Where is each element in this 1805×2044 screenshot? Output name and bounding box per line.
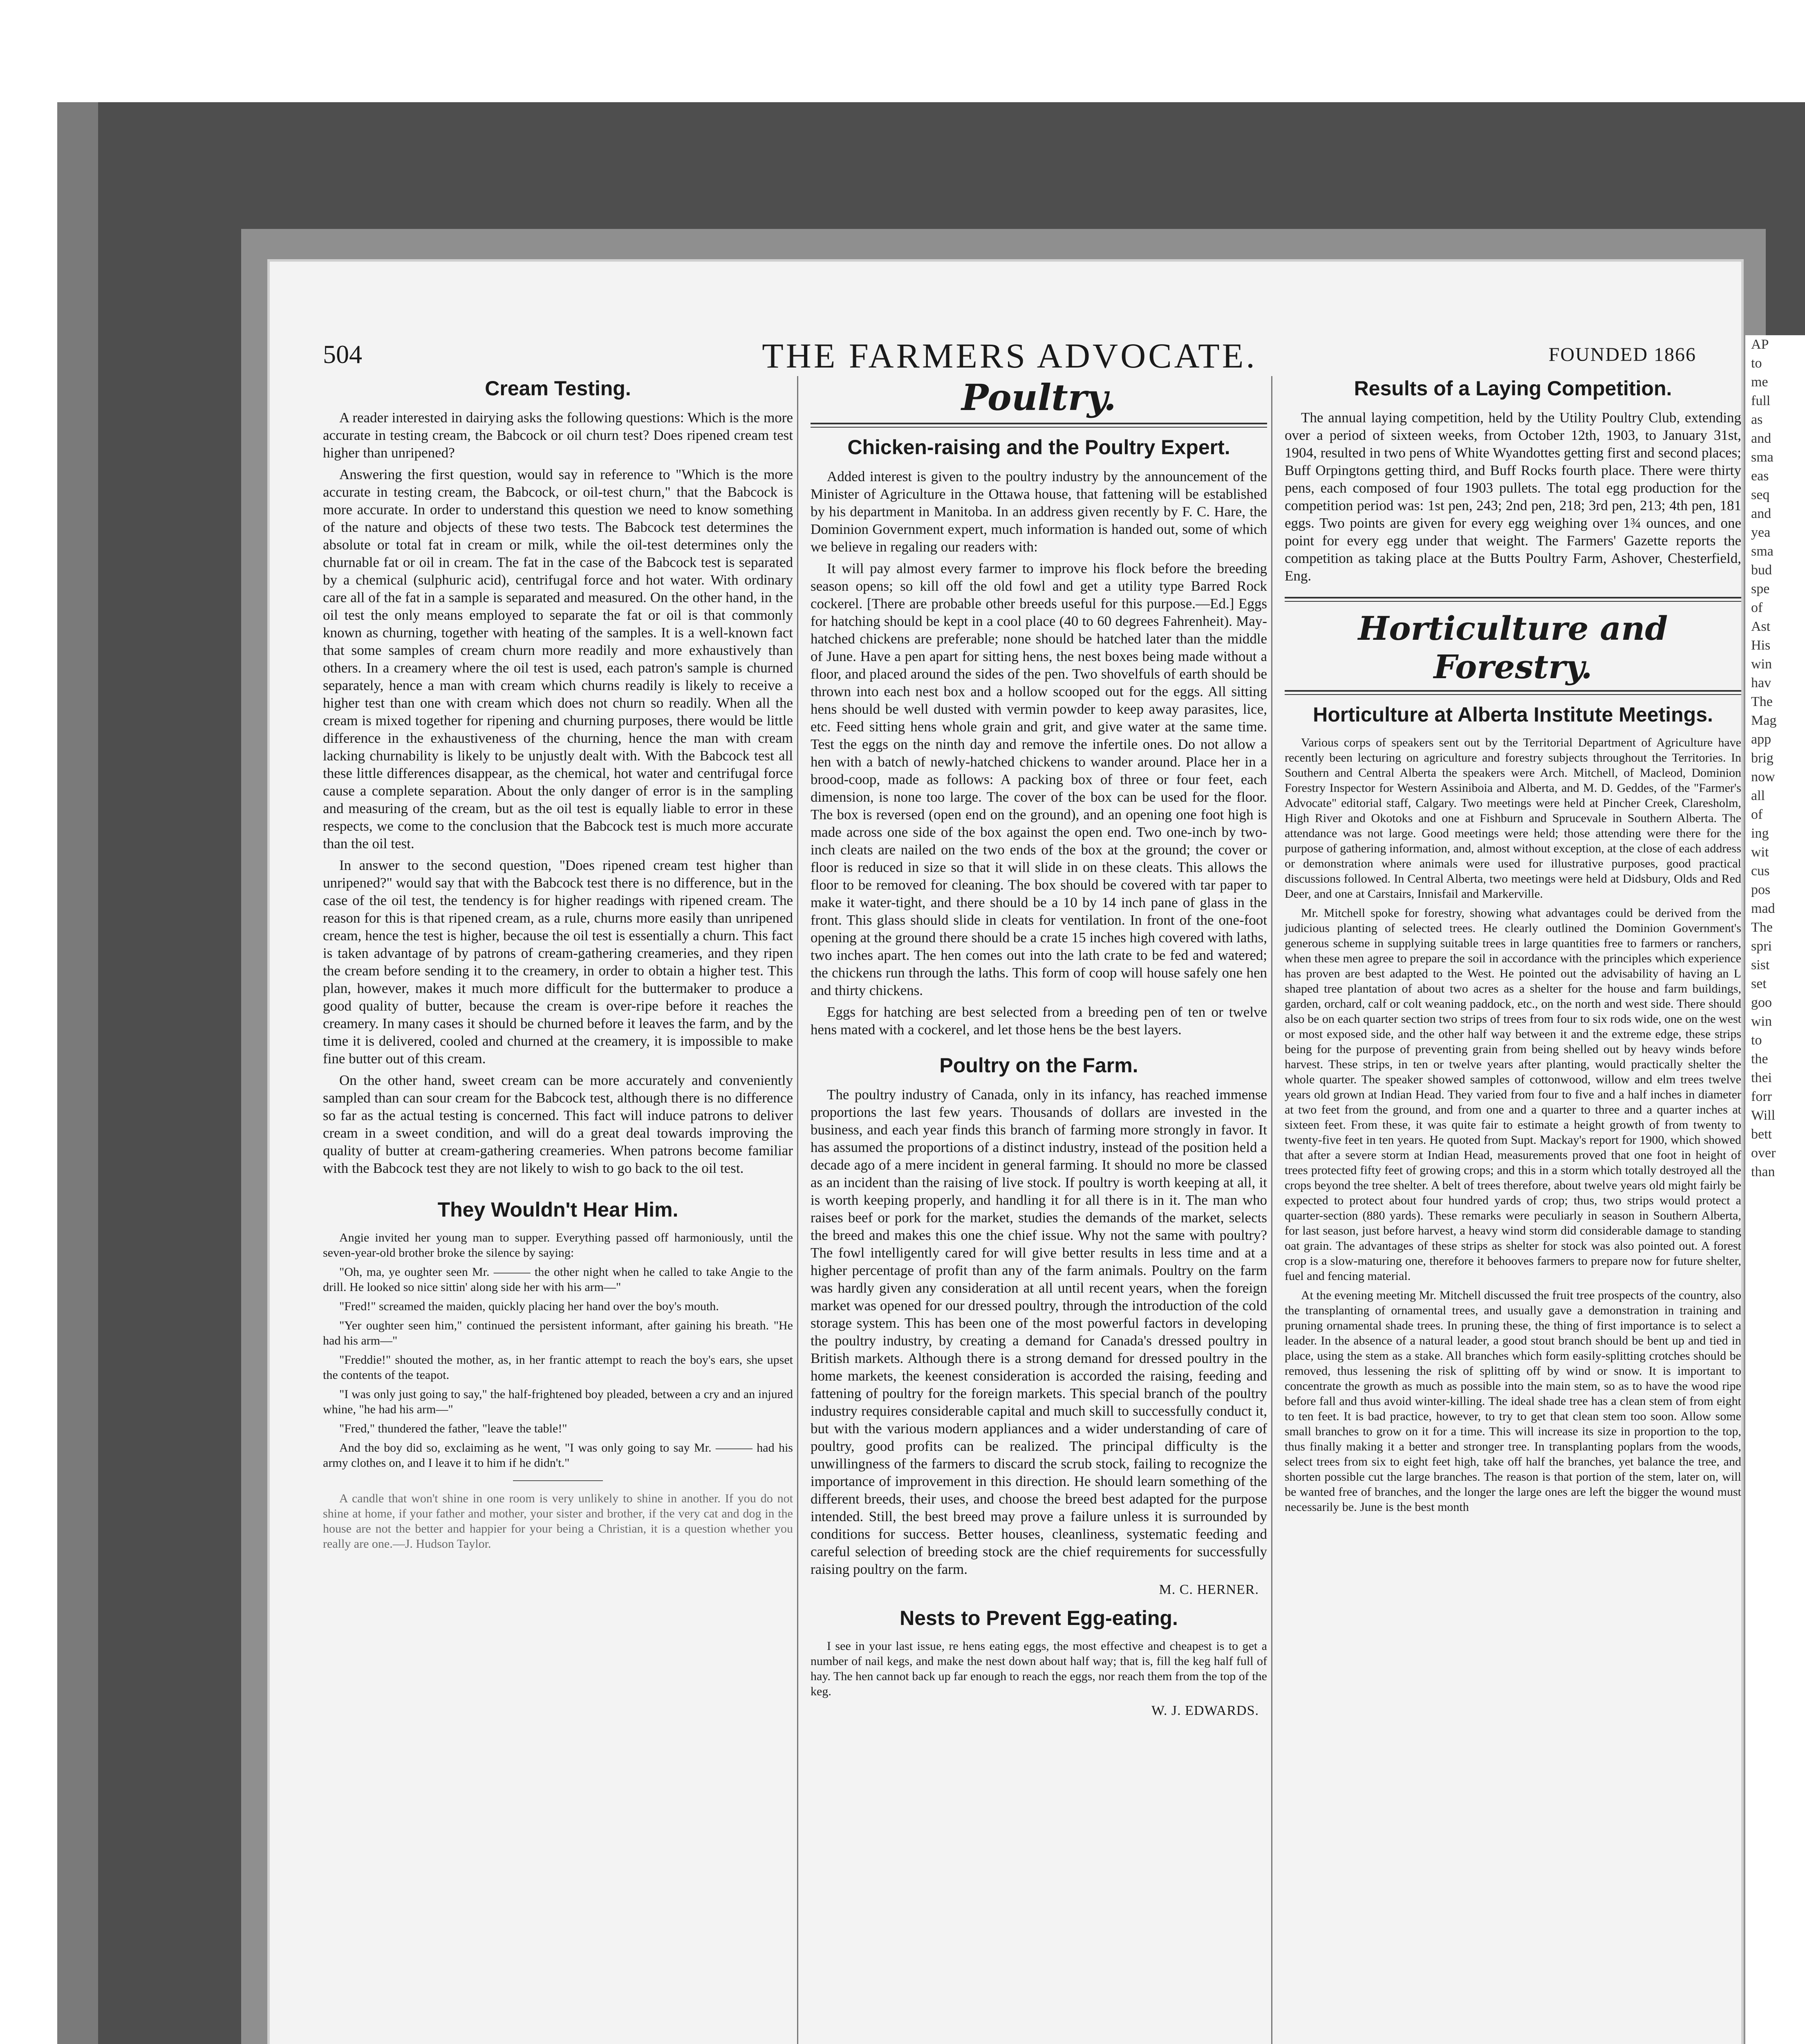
candle-quote: A candle that won't shine in one room is very unlikely to shine in another. If you do not shine at home, if your father and mother, your sister and brother, if the very cat and dog in the house are not the better and happier for your being a Christian, it is a question whether you really are one.—J. Hudson Taylor. xyxy=(323,1492,793,1551)
department-heading-poultry: Poultry. xyxy=(961,376,1116,419)
adjacent-page-fragment: eas xyxy=(1751,468,1769,484)
paragraph: "Yer oughter seen him," continued the persistent informant, after gaining his breath. "He had his arm—" xyxy=(323,1319,793,1347)
adjacent-page-fragment: goo xyxy=(1751,995,1772,1010)
department-heading-horticulture: Horticulture and Forestry. xyxy=(1358,609,1668,686)
adjacent-page-fragment: of xyxy=(1751,600,1763,615)
adjacent-page-fragment: to xyxy=(1751,356,1762,371)
adjacent-page-fragment: full xyxy=(1751,393,1771,408)
scanner-margin xyxy=(57,102,98,2044)
column-1 xyxy=(323,376,793,1555)
article-title-poultry-expert: Chicken-raising and the Poultry Expert. xyxy=(847,436,1230,459)
department-rule xyxy=(1285,690,1741,695)
paragraph: "I was only just going to say," the half-frightened boy pleaded, between a cry and an injured whine, "he had his arm—" xyxy=(323,1387,793,1416)
adjacent-page-fragment: Will xyxy=(1751,1108,1776,1123)
paragraph: Mr. Mitchell spoke for forestry, showing what advantages could be derived from the judicious planting of selected trees. He clearly outlined the Dominion Government's generous scheme in supplying suitable trees in large quantities free to farmers or ranchers, when these men agree to prepare the soil in accordance with the principles which experience has proven are best adapted to the West. He pointed out the advisability of having an L shaped tree plantation of about two acres as a shelter for the house and farm buildings, garden, orchard, calf or colt weaning paddock, etc., on the north and west side. There should also be on each quarter section two strips of trees from four to six rods wide, one on the west or most exposed side, and the other half way between it and the extreme edge, these strips being for the purpose of preventing grain from being shelled out by heavy winds before harvest. These strips, in ten or twelve years after planting, would practically shelter the whole quarter. The speaker showed samples of cottonwood, willow and elm trees twelve years old grown at Indian Head. They varied from four to five and a half inches in diameter at two feet from the ground, and from one and a quarter to three and a quarter inches at sixteen feet. From these, it was quite fair to estimate a height growth of from twenty to twenty-five feet in ten years. He quoted from Supt. Mackay's report for 1900, which showed that after a severe storm at Indian Head, measurements proved that one foot in height of trees protected fifty feet of growing crops; and this in a storm which totally destroyed all the crops beyond the tree shelter. A belt of trees therefore, about twelve years old might fairly be expected to protect about four hundred yards of crop; thus, two strips would protect a quarter-section (880 yards). These remarks were peculiarly in season in Southern Alberta, for last season, just before harvest, a heavy wind storm did considerable damage to standing oat grain. The advantages of these strips as shelter for stock was also pointed out. A forest crop is a slow-maturing one, therefore it behooves farmers to prepare now for future shelter, fuel and fencing material. xyxy=(1285,906,1741,1283)
article-title-laying-competition: Results of a Laying Competition. xyxy=(1354,377,1672,400)
page-number: 504 xyxy=(323,340,362,369)
article-title-nests: Nests to Prevent Egg-eating. xyxy=(900,1607,1178,1629)
adjacent-page-fragment: now xyxy=(1751,769,1775,784)
adjacent-page-fragment: pos xyxy=(1751,882,1771,897)
adjacent-page-fragment: bud xyxy=(1751,563,1772,578)
adjacent-page-fragment: to xyxy=(1751,1033,1762,1048)
newspaper-page xyxy=(270,262,1741,2044)
department-rule xyxy=(1285,597,1741,602)
adjacent-page-fragment: thei xyxy=(1751,1070,1772,1085)
paragraph: A reader interested in dairying asks the following questions: Which is the more accurate in testing cream, the Babcock or oil churn test? Does ripened cream test higher than unripened? xyxy=(323,410,793,461)
adjacent-page-strip xyxy=(1745,335,1805,2044)
adjacent-page-fragment: Ast xyxy=(1751,619,1771,634)
adjacent-page-fragment: win xyxy=(1751,1014,1772,1029)
adjacent-page-fragment: than xyxy=(1751,1164,1775,1179)
adjacent-page-fragment: Mag xyxy=(1751,713,1777,728)
adjacent-page-fragment: sma xyxy=(1751,544,1774,559)
article-title-poultry-on-farm: Poultry on the Farm. xyxy=(939,1054,1138,1077)
paragraph: Added interest is given to the poultry industry by the announcement of the Minister of Agriculture in the Ottawa house, that fattening will be established by his department in Manitoba. In an address given recently by F. C. Hare, the Dominion Government expert, much information is handed out, some of which we believe in regaling our readers with: xyxy=(811,468,1267,555)
paragraph: On the other hand, sweet cream can be more accurately and conveniently sampled than can sour cream for the Babcock test, although there is no difference so far as the actual testing is concerned. This fact will induce patrons to deliver cream in a sweet condition, and will do a great deal towards improving the quality of butter at cream-gathering creameries. When patrons become familiar with the Babcock test they are not likely to wish to go back to the oil test. xyxy=(323,1072,793,1176)
adjacent-page-fragment: brig xyxy=(1751,751,1774,766)
adjacent-page-fragment: app xyxy=(1751,732,1771,747)
adjacent-page-fragment: spri xyxy=(1751,939,1772,954)
adjacent-page-fragment: spe xyxy=(1751,581,1770,596)
author-signature: M. C. HERNER. xyxy=(1159,1582,1259,1597)
adjacent-page-fragment: mad xyxy=(1751,901,1775,916)
adjacent-page-fragment: set xyxy=(1751,976,1767,991)
adjacent-page-fragment: The xyxy=(1751,920,1773,935)
paragraph: And the boy did so, exclaiming as he went, "I was only going to say Mr. ——— had his army clothes on, and I leave it to him if he didn't." xyxy=(323,1441,793,1470)
adjacent-page-fragment: ing xyxy=(1751,826,1769,841)
adjacent-page-fragment: cus xyxy=(1751,863,1770,879)
adjacent-page-fragment: as xyxy=(1751,412,1763,427)
article-title-alberta-meetings: Horticulture at Alberta Institute Meetings. xyxy=(1313,703,1713,726)
adjacent-page-fragment: the xyxy=(1751,1051,1768,1067)
paragraph: The annual laying competition, held by the Utility Poultry Club, extending over a period of sixteen weeks, from October 12th, 1903, to January 31st, 1904, resulted in two pens of White Wyandottes getting first and second places; Buff Orpingtons getting third, and Buff Rocks fourth place. There were thirty pens, each composed of four 1903 pullets. The total egg production for the competition period was: 1st pen, 243; 2nd pen, 218; 3rd pen, 213; 4th pen, 181 eggs. Two points are given for every egg weighing over 1¾ ounces, and one point for every egg under that weight. The Farmers' Gazette reports the competition as taking place at the Butts Poultry Farm, Ashover, Chesterfield, Eng. xyxy=(1285,410,1741,584)
paragraph: It will pay almost every farmer to improve his flock before the breeding season opens; so kill off the old fowl and get a utility type Barred Rock cockerel. [There are probable other breeds useful for this purpose.—Ed.] Eggs for hatching should be kept in a cool place (40 to 60 degrees Fahrenheit). May-hatched chickens are preferable; none should be hatched later than the middle of June. Have a pen apart for sitting hens, the nest boxes being made without a floor, and placed around the sides of the pen. Two shovelfuls of earth should be thrown into each nest box and a hollow scooped out for the eggs. All sitting hens should be well dusted with vermin powder to keep away parasites, lice, etc. Feed sitting hens whole grain and grit, and give water at the same time. Test the eggs on the ninth day and remove the infertile ones. Do not allow a hen with a batch of newly-hatched chickens to wander around. Place her in a brood-coop, made as follows: A packing box of three or four feet, each dimension, is none too large. The cover of the box can be used for the floor. The box is reversed (open end on the ground), and an opening one foot high is made across one side of the box against the open end. Two one-inch by two-inch cleats are nailed on the two ends of the box at the ground; the cover or floor is reduced in size so that it will slide in on these cleats. This allows the floor to be removed for cleaning. The box should be covered with tar paper to make it water-tight, and there should be a 10 by 14 inch pane of glass in the front. This glass should slide in cleats for ventilation. In front of the one-foot opening at the ground there should be a crate 15 inches high covered with laths, two inches apart. The hen comes out into the lath crate to be fed and watered; the chickens run through the laths. This form of coop will house safely one hen and thirty chickens. xyxy=(811,560,1267,998)
paragraph: Eggs for hatching are best selected from a breeding pen of ten or twelve hens mated with a cockerel, and let those hens be the best layers. xyxy=(811,1004,1267,1038)
paragraph: "Fred," thundered the father, "leave the table!" xyxy=(339,1422,567,1435)
adjacent-page-fragment: AP xyxy=(1751,337,1769,352)
adjacent-page-fragment: win xyxy=(1751,657,1772,672)
paragraph: "Oh, ma, ye oughter seen Mr. ——— the other night when he called to take Angie to the drill. He looked so nice sittin' along side her with his arm—" xyxy=(323,1265,793,1294)
adjacent-page-fragment: His xyxy=(1751,638,1771,653)
adjacent-page-fragment: yea xyxy=(1751,525,1771,540)
adjacent-page-fragment: all xyxy=(1751,788,1765,803)
adjacent-page-fragment: hav xyxy=(1751,675,1771,690)
adjacent-page-fragment: and xyxy=(1751,506,1771,521)
column-3 xyxy=(1271,376,1741,2044)
article-title-wouldnt-hear-him: They Wouldn't Hear Him. xyxy=(437,1198,679,1221)
divider-rule xyxy=(513,1480,603,1481)
paragraph: I see in your last issue, re hens eating eggs, the most effective and cheapest is to get a number of nail kegs, and make the nest down about half way; that is, fill the keg half full of hay. The hen cannot back up far enough to reach the eggs, nor reach them from the top of the keg. xyxy=(811,1639,1267,1698)
column-2 xyxy=(797,376,1267,2044)
masthead: THE FARMERS ADVOCATE. xyxy=(762,336,1257,375)
page-header xyxy=(323,323,1696,375)
adjacent-page-fragment: wit xyxy=(1751,845,1769,860)
paragraph: The poultry industry of Canada, only in its infancy, has reached immense proportions the last few years. Thousands of dollars are invested in the business, and each year finds this branch of farming more strongly in favor. It has assumed the proportions of a distinct industry, instead of the position held a decade ago of a mere incident in general farming. It should no more be classed as an incident than the raising of live stock. If poultry is worth keeping at all, it is worth keeping properly, and handling it for all there is in it. The man who raises beef or pork for the market, studies the demands of the market, selects the breed and makes this one the chief issue. Why not the same with poultry? The fowl intelligently cared for will give better results in less time and at a higher percentage of profit than any of the farm animals. Poultry on the farm was hardly given any consideration at all until recent years, when the foreign market was opened for our dressed poultry, through the introduction of the cold storage system. This has been one of the most powerful factors in developing the poultry industry, by creating a demand for Canada's dressed poultry in British markets. Although there is a strong demand for dressed poultry in the home markets, the keenest consideration is accorded the raising, feeding and fattening of poultry for the foreign markets. This special branch of the poultry industry requires considerable capital and much skill to successfully conduct it, but with the various modern appliances and a wider understanding of care of poultry, good profits can be realized. The principal difficulty is the unwillingness of the farmers to discard the scrub stock, failing to recognize the importance of improvement in this direction. He should learn something of the different breeds, their uses, and choose the breed best adapted for the purpose intended. Still, the best breed may prove a failure unless it is surrounded by conditions for success. Better houses, cleanliness, systematic feeding and careful selection of breeding stock are the chief requirements for successfully raising poultry on the farm. xyxy=(811,1087,1267,1577)
adjacent-page-fragment: seq xyxy=(1751,487,1770,502)
founded-line: FOUNDED 1866 xyxy=(1548,344,1696,365)
paragraph: Answering the first question, would say in reference to "Which is the more accurate in testing cream, the Babcock, or oil-test churn," that the Babcock is more accurate. In order to understand this question we need to know something of the nature and objects of these two tests. The Babcock test determines the absolute or total fat in cream or milk, while the oil-test determines only the churnable fat or oil in cream. The fat in the case of the Babcock test is separated by a chemical (sulphuric acid), centrifugal force and hot water. With ordinary care all of the fat in a sample is separated and measured. On the other hand, in the oil test the only means employed to separate the fat or oil is that commonly known as churning, together with heating of the samples. It is a well-known fact that some samples of cream churn more readily and more exhaustively than others. In a creamery where the oil test is used, each patron's sample is churned separately, hence a man with cream which churns readily is likely to receive a higher test than one with cream which does not churn so readily. When all the cream is mixed together for ripening and churning purposes, there would be little difference in the exhaustiveness of the churning, hence the man with cream lacking churnability is likely to be unjustly dealt with. With the Babcock test all these little differences disappear, as the chemical, hot water and centrifugal force cause a complete separation. About the only danger of error is in the sampling and measuring of the cream, but as the oil test is equally liable to error in these respects, we come to the conclusion that the Babcock test is much more accurate than the oil test. xyxy=(323,466,793,852)
paragraph: Angie invited her young man to supper. Everything passed off harmoniously, until the seven-year-old brother broke the silence by saying: xyxy=(323,1231,793,1260)
author-signature: W. J. EDWARDS. xyxy=(1151,1703,1259,1718)
adjacent-page-fragment: sist xyxy=(1751,957,1770,973)
adjacent-page-fragment: sma xyxy=(1751,450,1774,465)
paragraph: At the evening meeting Mr. Mitchell discussed the fruit tree prospects of the country, also the transplanting of ornamental trees, and usually gave a demonstration in training and pruning ornamental shade trees. In pruning these, the thing of first importance is to select a leader. In the absence of a natural leader, a good stout branch should be bent up and tied in place, using the stem as a stake. All branches which form easily-splitting crotches should be removed, thus lessening the risk of splitting off by wind or snow. It is important to concentrate the growth as much as possible into the main stem, so as to have the wood ripe before fall and thus avoid winter-killing. The ideal shade tree has a clean stem of from eight to ten feet. It is bad practice, however, to try to get that clean stem too soon. Allow some small branches to grow on it for a time. This will increase its size in proportion to the top, thus finally making it a better and stronger tree. In transplanting poplars from the woods, select trees from six to eight feet high, take off half the branches, yet balance the tree, and shorten possible cut the large branches. The reason is that portion of the stem, later on, will be wanted free of branches, and the longer the large ones are left the bigger the wound must necessarily be. June is the best month xyxy=(1285,1289,1741,1514)
paragraph: In answer to the second question, "Does ripened cream test higher than unripened?" would say that with the Babcock test there is no difference, but in the case of the oil test, the tendency is for higher readings with ripened cream. The reason for this is that ripened cream, as a rule, churns more easily than unripened cream, hence the test is higher, because the oil test is essentially a churn. This fact is taken advantage of by patrons of cream-gathering creameries, and they ripen the cream before sending it to the creamery, in order to obtain a higher test. This plan, however, makes it much more difficult for the buttermaker to produce a good quality of butter, because the cream is over-ripe before it reaches the creamery. In many cases it should be churned before it leaves the farm, and by the time it is delivered, cooled and churned at the creamery, it is impossible to make fine butter out of this cream. xyxy=(323,857,793,1067)
adjacent-page-fragment: forr xyxy=(1751,1089,1772,1104)
adjacent-page-fragment: of xyxy=(1751,807,1763,822)
department-rule xyxy=(811,423,1267,428)
adjacent-page-fragment: me xyxy=(1751,374,1768,390)
adjacent-page-fragment: over xyxy=(1751,1145,1776,1161)
paragraph: "Fred!" screamed the maiden, quickly placing her hand over the boy's mouth. xyxy=(339,1300,719,1313)
article-title-cream-testing: Cream Testing. xyxy=(485,377,631,400)
adjacent-page-fragment: The xyxy=(1751,694,1773,709)
paragraph: Various corps of speakers sent out by the Territorial Department of Agriculture have recently been lecturing on agriculture and forestry subjects throughout the Territories. In Southern and Central Alberta the speakers were Arch. Mitchell, of Macleod, Dominion Forestry Inspector for Western Assiniboia and Alberta, and M. D. Geddes, of the "Farmer's Advocate" editorial staff, Calgary. Two meetings were held at Pincher Creek, Claresholm, High River and Okotoks and one at Fishburn and Sprucevale in Southern Alberta. The attendance was not large. Good meetings were held; those attending were there for the purpose of gathering information, and, almost without exception, at the close of each address or demonstration where animals were used for illustrative purposes, good practical discussions followed. In Central Alberta, two meetings were held at Didsbury, Olds and Red Deer, and one at Carstairs, Innisfail and Markerville. xyxy=(1285,736,1741,901)
paragraph: "Freddie!" shouted the mother, as, in her frantic attempt to reach the boy's ears, she upset the contents of the teapot. xyxy=(323,1353,793,1382)
adjacent-page-fragment: bett xyxy=(1751,1127,1772,1142)
adjacent-page-fragment: and xyxy=(1751,431,1771,446)
